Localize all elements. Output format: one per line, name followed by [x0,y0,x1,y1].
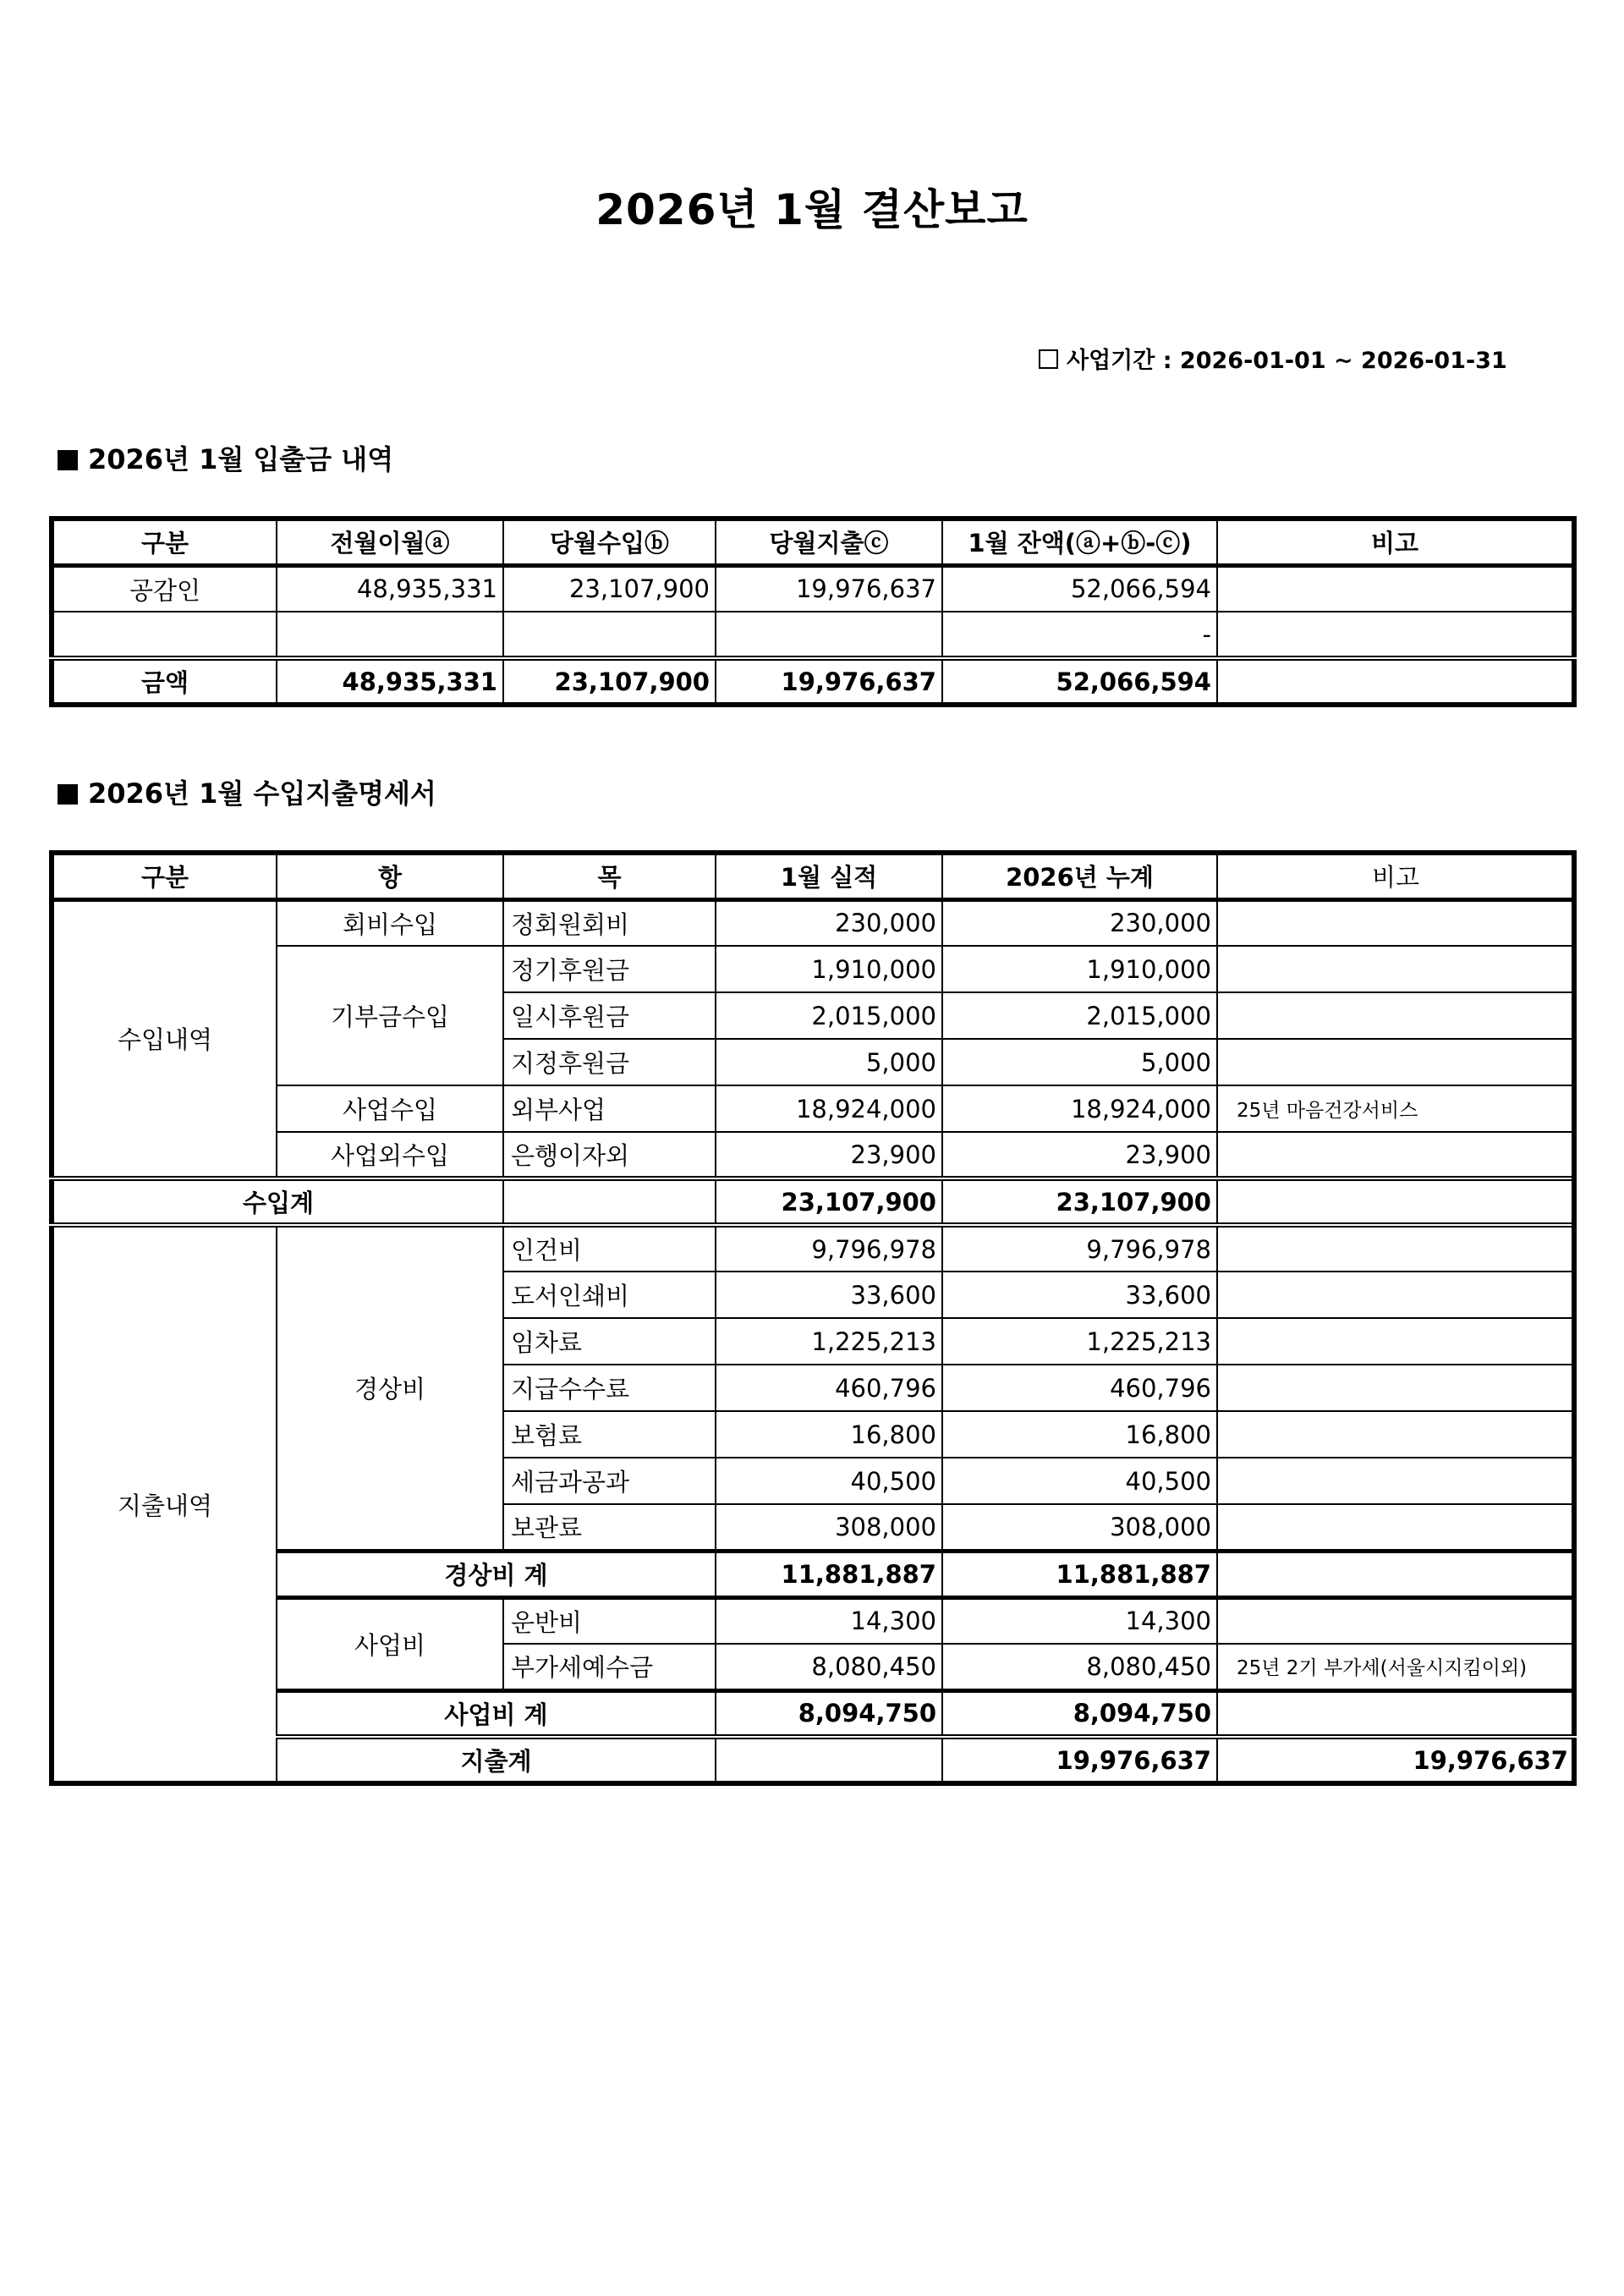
cum-cell: 9,796,978 [942,1225,1217,1272]
cell [1217,612,1574,658]
note-cell [1217,1690,1574,1737]
hang-cell: 사업외수입 [277,1132,503,1178]
cell [1217,658,1574,705]
total-label: 수입계 [52,1178,503,1225]
cum-cell: 230,000 [942,899,1217,946]
mok-cell: 도서인쇄비 [503,1272,716,1318]
cashflow-table [49,516,1577,707]
mok-cell: 지정후원금 [503,1039,716,1085]
cum-cell: 40,500 [942,1458,1217,1504]
note-cell [1217,1597,1574,1644]
page-title: 2026년 1월 결산보고 [595,185,1029,234]
hang-cell: 사업비 [277,1597,503,1690]
cell [1217,565,1574,612]
cell [503,612,716,658]
month-cell: 23,107,900 [716,1178,942,1225]
cell: 52,066,594 [942,658,1217,705]
mok-cell: 지급수수료 [503,1365,716,1411]
biz-subtotal-row [52,1690,1574,1737]
section1-heading: 2026년 1월 입출금 내역 [58,438,393,477]
mok-cell: 정회원회비 [503,899,716,946]
note-cell [1217,946,1574,992]
note-cell [1217,992,1574,1039]
header-cell: 당월수입ⓑ [503,519,716,565]
cell: 48,935,331 [277,658,503,705]
month-cell: 14,300 [716,1597,942,1644]
income-total-row [52,1178,1574,1225]
mok-cell: 은행이자외 [503,1132,716,1178]
note-cell [1217,1039,1574,1085]
cell: 금액 [52,658,277,705]
cell: 23,107,900 [503,658,716,705]
note-cell: 25년 2기 부가세(서울시지킴이외) [1217,1644,1574,1690]
business-period [1039,342,1507,375]
cum-cell: 19,976,637 [1217,1737,1574,1783]
cum-cell: 11,881,887 [942,1551,1217,1597]
cell: 19,976,637 [716,565,942,612]
cell: 52,066,594 [942,565,1217,612]
mok-cell: 세금과공과 [503,1458,716,1504]
header-cell: 구분 [52,519,277,565]
cum-cell: 33,600 [942,1272,1217,1318]
mok-cell: 인건비 [503,1225,716,1272]
table-row [52,1225,1574,1272]
month-cell: 1,225,213 [716,1318,942,1365]
note-cell [1217,1365,1574,1411]
cum-cell: 5,000 [942,1039,1217,1085]
cum-cell: 8,080,450 [942,1644,1217,1690]
table-row [52,946,1574,992]
note-cell [1217,1504,1574,1551]
cell [52,612,277,658]
note-cell: 25년 마음건강서비스 [1217,1085,1574,1132]
month-cell: 460,796 [716,1365,942,1411]
cell: 공감인 [52,565,277,612]
month-cell: 5,000 [716,1039,942,1085]
cum-cell: 2,015,000 [942,992,1217,1039]
mok-cell: 보험료 [503,1411,716,1458]
group-cell: 수입내역 [52,899,277,1178]
cum-cell: 14,300 [942,1597,1217,1644]
mok-cell: 부가세예수금 [503,1644,716,1690]
month-cell: 308,000 [716,1504,942,1551]
note-cell [1217,1132,1574,1178]
month-cell: 8,094,750 [716,1690,942,1737]
square-bullet-icon [58,784,78,805]
header-cell: 당월지출ⓒ [716,519,942,565]
cell: 19,976,637 [716,658,942,705]
month-cell: 2,015,000 [716,992,942,1039]
cum-cell: 23,107,900 [942,1178,1217,1225]
hang-cell: 회비수입 [277,899,503,946]
cum-cell: 460,796 [942,1365,1217,1411]
table-header-row [52,519,1574,565]
cell: 23,107,900 [503,565,716,612]
cum-cell: 16,800 [942,1411,1217,1458]
note-cell [1217,1458,1574,1504]
total-label: 지출계 [277,1737,716,1783]
header-cell: 2026년 누계 [942,853,1217,899]
mok-cell: 보관료 [503,1504,716,1551]
note-cell [1217,899,1574,946]
table-header-row [52,853,1574,899]
business-period-label: 사업기간 : 2026-01-01 ~ 2026-01-31 [1067,348,1507,374]
month-cell: 1,910,000 [716,946,942,992]
month-cell: 40,500 [716,1458,942,1504]
table-row [52,899,1574,946]
month-cell: 8,080,450 [716,1644,942,1690]
month-cell: 9,796,978 [716,1225,942,1272]
table-row [52,1132,1574,1178]
mok-cell: 정기후원금 [503,946,716,992]
cum-cell: 23,900 [942,1132,1217,1178]
mok-cell: 임차료 [503,1318,716,1365]
income-expense-table [49,850,1577,1786]
square-bullet-icon [58,450,78,470]
group-cell: 지출내역 [52,1225,277,1783]
header-cell: 전월이월ⓐ [277,519,503,565]
hang-cell: 사업수입 [277,1085,503,1132]
header-cell: 1월 실적 [716,853,942,899]
ops-subtotal-row [52,1551,1574,1597]
note-cell [1217,1551,1574,1597]
month-cell: 11,881,887 [716,1551,942,1597]
cell [716,612,942,658]
note-cell [1217,1178,1574,1225]
month-cell: 16,800 [716,1411,942,1458]
month-cell: 33,600 [716,1272,942,1318]
total-row [52,658,1574,705]
note-cell [1217,1272,1574,1318]
header-cell: 목 [503,853,716,899]
table-row [52,1597,1574,1644]
mok-cell: 일시후원금 [503,992,716,1039]
cell [716,1737,942,1783]
table-row [52,1085,1574,1132]
cell [503,1178,716,1225]
mok-cell: 운반비 [503,1597,716,1644]
cum-cell: 8,094,750 [942,1690,1217,1737]
expense-total-row [52,1737,1574,1783]
table-row [52,612,1574,658]
header-cell: 1월 잔액(ⓐ+ⓑ-ⓒ) [942,519,1217,565]
header-cell: 구분 [52,853,277,899]
hang-cell: 기부금수입 [277,946,503,1085]
note-cell [1217,1225,1574,1272]
header-cell: 비고 [1217,853,1574,899]
cell: 48,935,331 [277,565,503,612]
cell: - [942,612,1217,658]
month-cell: 23,900 [716,1132,942,1178]
mok-cell: 외부사업 [503,1085,716,1132]
header-cell: 비고 [1217,519,1574,565]
cell [277,612,503,658]
subtotal-label: 경상비 계 [277,1551,716,1597]
month-cell: 19,976,637 [942,1737,1217,1783]
section2-heading: 2026년 1월 수입지출명세서 [58,772,436,811]
cum-cell: 308,000 [942,1504,1217,1551]
hang-cell: 경상비 [277,1225,503,1551]
note-cell [1217,1411,1574,1458]
header-cell: 항 [277,853,503,899]
checkbox-icon [1039,349,1058,369]
note-cell [1217,1318,1574,1365]
subtotal-label: 사업비 계 [277,1690,716,1737]
cum-cell: 1,910,000 [942,946,1217,992]
month-cell: 230,000 [716,899,942,946]
month-cell: 18,924,000 [716,1085,942,1132]
cum-cell: 18,924,000 [942,1085,1217,1132]
cum-cell: 1,225,213 [942,1318,1217,1365]
table-row [52,565,1574,612]
